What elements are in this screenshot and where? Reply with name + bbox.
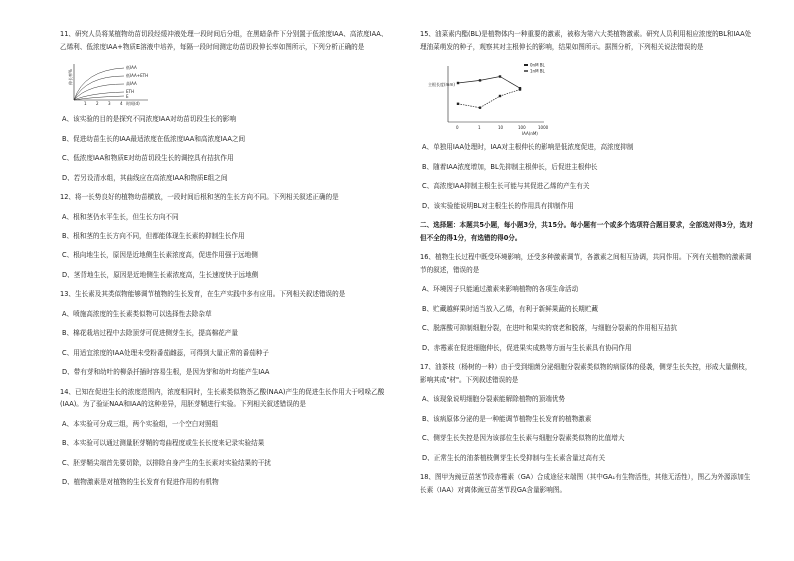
left-column (60, 28, 390, 496)
q15-point-bl0-0 (457, 82, 459, 84)
q16-option-b: B、贮藏越鲜果时适当放入乙烯，有利于新鲜果蔬的长期贮藏 (422, 304, 598, 313)
q15-legend-swatch-1 (524, 70, 528, 72)
q15-legend-1: 1nM BL (530, 68, 545, 74)
q15-option-d: D、该实验能说明BL对主根生长的作用具有抑制作用 (422, 201, 574, 210)
q11-tick-1: 1 (84, 101, 87, 107)
q12-option-c: C、根向地生长，原因是近地侧生长素浓度高，促进作用强于远地侧 (62, 251, 258, 260)
q17-option-b: B、该病原体分泌的是一种能调节植物生长发育的植物激素 (422, 414, 592, 423)
q15-line-1nm-bl (458, 90, 520, 108)
q16-option-c: C、脱落酸可抑制细胞分裂，在进叶和果实的衰老和脱落，与细胞分裂素的作用相互拮抗 (422, 324, 678, 333)
q12-option-d: D、茎背地生长，原因是近地侧生长素浓度高，生长速度快于远地侧 (62, 270, 259, 279)
q11-ylabel: 伸长率% (68, 69, 73, 86)
section-2-heading: 二、选择题：本题共5小题，每小题3分，共15分。每小题有一个或多个选项符合题目要求，全部选对得3分，选对但不全的得1分，有选错的得0分。 (420, 221, 753, 242)
q13-option-a: A、喷施高浓度的生长素类似物可以选择性去除杂草 (62, 309, 212, 318)
q11-option-a: A、该实验的目的是探究不同浓度IAA对幼苗切段生长的影响 (62, 115, 236, 124)
q11-stem: 11、研究人员将某植物幼苗切段经缓冲液处理一段时间后分组，在黑暗条件下分别置于低浓度IAA、高浓度IAA、乙烯利、低浓度IAA+物质E溶液中培养，每隔一段时间测定幼苗切段伸长率如图所示，下列分析正确的是 (60, 30, 388, 51)
q15-point-bl1-3 (519, 88, 521, 90)
q15-chart (426, 60, 576, 138)
right-column (420, 28, 756, 503)
q11-curve-3 (74, 84, 124, 100)
q16-option-d: D、赤霉素在促进细胞伸长，促进果实成熟等方面与生长素具有协同作用 (422, 343, 632, 352)
q13-option-c: C、用适宜浓度的IAA处理未受粉番茄雌蕊，可得到大量正常的番茄种子 (62, 348, 269, 357)
q17-stem: 17、油茶枝（杨树的一种）由于受到细菌分泌细胞分裂素类似物的病原体的侵袭，侧芽生长失控，形成大量侧枝，影响其成"材"。下列叙述错误的是 (420, 363, 752, 384)
q12-option-a: A、根和茎仍水平生长，但生长方向不同 (62, 212, 179, 221)
q15-tick-3: 100 (518, 125, 526, 131)
q15-tick-0: 0 (456, 125, 459, 131)
q12-option-b: B、根和茎的生长方向不同，但都能体现生长素的抑制生长作用 (62, 231, 245, 240)
q15-point-bl0-2 (499, 75, 501, 77)
q11-option-d: D、若另设清水组，其曲线应在高浓度IAA和物质E组之间 (62, 173, 228, 182)
q15-tick-2: 10 (498, 125, 504, 131)
q11-curve-5 (74, 96, 124, 100)
q16-option-a: A、环境因子只能通过激素来影响植物的各项生命活动 (422, 285, 579, 294)
q15-point-bl1-1 (479, 107, 481, 109)
q13-option-b: B、棉花栽培过程中去除顶芽可促进侧芽生长，提高棉花产量 (62, 329, 238, 338)
q15-point-bl1-0 (457, 103, 459, 105)
q14-option-c: C、胚芽鞘尖端首先要切除，以排除自身产生的生长素对实验结果的干扰 (62, 458, 272, 467)
q15-option-a: A、单独用IAA处理时，IAA对主根伸长的影响是低浓度促进，高浓度抑制 (422, 143, 634, 152)
q15-legend-0: 0nM BL (530, 62, 545, 68)
q11-option-b: B、促进幼苗生长的IAA最适浓度在低浓度IAA和高浓度IAA之间 (62, 134, 246, 143)
q15-tick-1: 1 (478, 125, 481, 131)
q11-tick-3: 3 (108, 101, 111, 107)
q15-legend-swatch-0 (524, 64, 528, 66)
q17-option-a: A、该现象说明细胞分裂素能解除植物的顶端优势 (422, 395, 565, 404)
q11-chart (60, 60, 180, 110)
q15-point-bl0-1 (479, 79, 481, 81)
q11-figure (60, 60, 180, 110)
q11-series-1: 低IAA (126, 65, 137, 71)
q14-option-a: A、本实验可分成三组，两个实验组，一个空白对照组 (62, 419, 219, 428)
q17-option-c: C、侧芽生长失控是因为该部位生长素与细胞分裂素类似物的比值增大 (422, 434, 625, 443)
q14-stem: 14、已知在促进生长的浓度范围内，浓度相同时，生长素类似物萘乙酸(NAA)产生的促进生长作用大于吲哚乙酸(IAA)。为了验证NAA和IAA的这种差异，用胚芽鞘进行实验。下列相关叙述错误的是 (60, 387, 385, 409)
q14-option-b: B、本实验可以通过测量胚芽鞘的弯曲程度或生长长度来记录实验结果 (62, 439, 265, 448)
q13-stem: 13、生长素及其类似物能够调节植物的生长发育，在生产实践中多有应用。下列相关叙述错误的是 (60, 290, 346, 299)
q11-series-5: E (126, 94, 129, 100)
q15-point-bl1-2 (499, 95, 501, 97)
q12-stem: 12、将一长势良好的植物幼苗横放，一段时间后根和茎的生长方向不同。下列相关叙述正确的是 (60, 193, 339, 202)
q17-option-d: D、正常生长的油茶植枝侧芽生长受抑制与生长素含量过高有关 (422, 453, 606, 462)
q11-series-3: 高IAA (126, 81, 137, 87)
q11-series-2: 低IAA+ETH (126, 73, 149, 79)
q15-figure (426, 60, 576, 138)
q11-option-c: C、低浓度IAA和物质E对幼苗切段生长的调控具有拮抗作用 (62, 154, 234, 163)
q14-option-d: D、植物激素是对植物的生长发育有促进作用的有机物 (62, 478, 219, 487)
q15-option-c: C、高浓度IAA抑制主根生长可能与其促进乙烯的产生有关 (422, 182, 590, 191)
q18-stem: 18、图甲为豌豆苗茎节段赤霉素（GA）合成途径末端图（其中GA₁有生物活性，其他无活性），图乙为外源添加生长素（IAA）对离体豌豆苗茎节段GA含量影响图。 (420, 473, 751, 494)
q11-tick-2: 2 (96, 101, 99, 107)
q15-line-0nm-bl (458, 77, 520, 89)
q11-xlabel: 时间(d) (126, 101, 140, 107)
q16-stem: 16、植物生长过程中既受环境影响，还受多种激素调节，各激素之间相互协调，共同作用。下列有关植物的激素调节的叙述，错误的是 (420, 253, 752, 274)
q15-xlabel: IAA(nM) (522, 131, 538, 137)
q15-tick-4: 1000 (538, 125, 549, 131)
q15-stem: 15、油菜素内酯(BL)是植物体内一种重要的激素，被称为第六大类植物激素。研究人员利用相应浓度的BL和IAA处理油菜萌发的种子，观察其对主根伸长的影响，结果如图所示。据图分析，下列相关说法错误的是 (420, 30, 752, 51)
q13-option-d: D、带有芽和幼叶的柳条扦插时容易生根，是因为芽和幼叶均能产生IAA (62, 368, 270, 377)
q15-ylabel: 主根长度(mm) (428, 82, 455, 88)
q11-tick-4: 4 (120, 101, 123, 107)
q11-series-4: ETH (126, 89, 134, 95)
q15-option-b: B、随着IAA浓度增加，BL先抑制主根伸长，后促进主根伸长 (422, 162, 598, 171)
